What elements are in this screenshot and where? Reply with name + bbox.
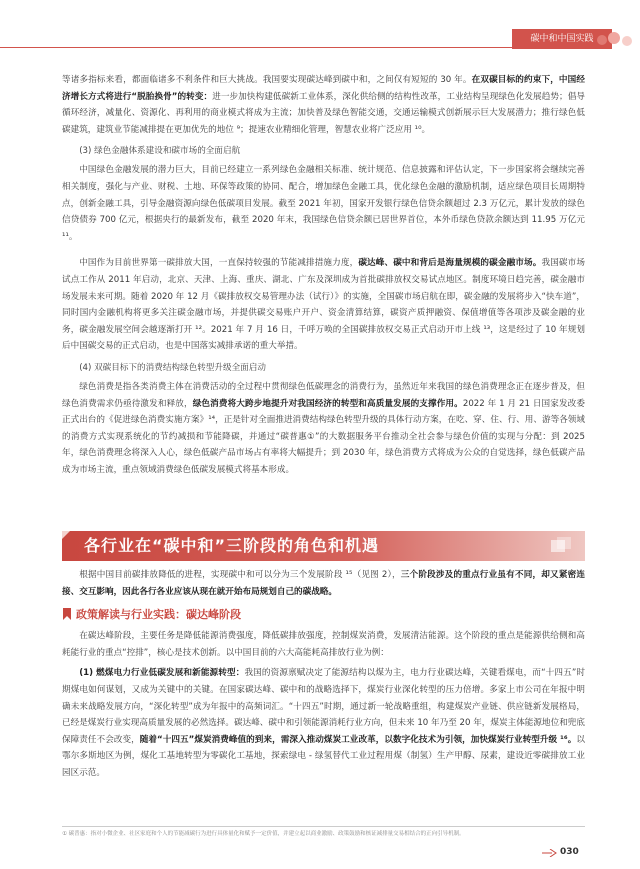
header-rule [0, 47, 512, 48]
section-heading-band [62, 531, 585, 561]
paragraph-6: 在碳达峰阶段，主要任务是降低能源消费强度，降低碳排放强度，控制煤炭消费，发展清洁能源。这个阶段的重点是能源供给侧和高耗能行业的重点“控排”，核心是技术创新。以中国目前的六大高能耗高排放行业为例： [62, 631, 585, 658]
paragraph-4: 绿色消费是指各类消费主体在消费活动的全过程中贯彻绿色低碳理念的消费行为，虽然近年来我国的绿色消费理念正在逐步普及，但绿色消费需求仍亟待激发和释放，绿色消费将大跨步地提升对我国经济的转型和高质量发展的支撑作用。2022 年 1 月 21 日国家发改委正式出台的《促进绿色消费实施方案》¹⁴，正是针对全面推进消费结构绿色转型升级的具体行动方案，在吃、穿、住、行、用、游等各领域的消费方式实现系统化的节约减损和节能降碳，并通过“碳普惠①”的大数据服务平台推动全社会参与绿色价值的实现与分配：到 2025 年，绿色消费理念将深入人心，绿色低碳产品市场占有率将大幅提升；到 2030 年，绿色消费方式将成为公众的自觉选择，绿色低碳产品成为市场主流，重点领域消费绿色低碳发展模式将基本形成。 [62, 381, 585, 475]
subheading-3: (3) 绿色金融体系建设和碳市场的全面启航 [79, 146, 241, 157]
paragraph-3: 中国作为目前世界第一碳排放大国，一直保持较强的节能减排措施力度，碳达峰、碳中和背后是海量规模的碳金融市场。我国碳市场试点工作从 2011 年启动，北京、天津、上海、重庆、湖北、广东及深圳成为首批碳排放权交易试点地区。制度环境日趋完善，碳金融市场发展未来可期。随着 2020 年 12 月《碳排放权交易管理办法（试行）》的实施，全国碳市场启航在即，碳金融的发展将步入“快车道”，同时国内金融机构将更多关注碳金融市场，并提供碳交易账户开户、资金清算结算，碳资产质押融资、保值增值等各项涉及碳金融的业务，碳金融发展空间会越逐渐打开 ¹²。2021 年 7 月 16 日，千呼万唤的全国碳排放权交易正式启动开市上线 ¹³，这是经过了 10 年规划后中国碳交易的正式启动，也是中国落实减排承诺的重大举措。 [62, 258, 585, 352]
ribbon-decoration-icon [551, 537, 571, 555]
page-number: 030 [560, 847, 579, 857]
paragraph-1: 等诸多指标来看，都面临诸多不利条件和巨大挑战。我国要实现碳达峰到碳中和，之间仅有短短的 30 年。在双碳目标的约束下，中国经济增长方式将进行“脱胎换骨”的转变：进一步加快构建低碳新工业体系，深化供给侧的结构性改革，工业结构呈现绿色化发展趋势；倡导循环经济，减量化、资源化、再利用的商业模式将成为主流；加快普及绿色智能交通，交通运输模式创新展示巨大发展潜力；推行绿色低碳建筑，建筑业节能减排提在更加优先的地位 ⁹；提速农业精细化管理，智慧农业将广泛应用 ¹⁰。 [62, 75, 585, 135]
dots-decoration-icon [594, 28, 640, 52]
subsection-heading: 政策解读与行业实践：碳达峰阶段 [62, 606, 585, 622]
section-tab: 碳中和中国实践 [512, 29, 612, 49]
footnote-rule [62, 826, 585, 827]
paragraph-7: (1) 燃煤电力行业低碳发展和新能源转型：我国的资源禀赋决定了能源结构以煤为主，电力行业碳达峰，关键看煤电，而“十四五”时期煤电如何谋划，又成为关键中的关键。在国家碳达峰、碳中和的战略选择下，煤炭行业深化转型的压力倍增。多家上市公司在年报中明确未来战略发展方向，“深化转型”成为年报中的高频词汇。“十四五”时期，通过新一轮战略重组，构建煤炭产业链、供应链新发展格局，已经是煤炭行业实现高质量发展的必然选择。碳达峰、碳中和引领能源消耗行业方向，但未来 10 年乃至 20 年，煤炭主体能源地位和兜底保障责任不会改变，随着“十四五”煤炭消费峰值的到来，需深入推动煤炭工业改革，以数字化技术为引领，加快煤炭行业转型升级 ¹⁶。以鄂尔多斯地区为例，煤化工基地转型为零碳化工基地，探索绿电 - 绿氢替代工业过程用煤（制氢）生产甲醇、尿素，建设近零碳排放工业园区示范。 [62, 668, 585, 778]
section-title: 各行业在“碳中和”三阶段的角色和机遇 [84, 536, 380, 555]
arrow-right-icon [542, 849, 558, 857]
main-text-bottom [62, 567, 585, 782]
bookmark-icon [62, 608, 72, 620]
corner-decoration [62, 531, 70, 539]
main-text-top [62, 72, 585, 478]
paragraph-2: 中国绿色金融发展的潜力巨大，目前已经建立一系列绿色金融相关标准、统计规范、信息披露和评估认定，下一步国家将会继续完善相关制度，强化与产业、财税、土地、环保等政策的协同、配合，增加绿色金融工具，优化绿色金融的激励机制，适应绿色项目长周期特点，创新金融工具，引导金融资源向绿色低碳项目发展。截至 2021 年初，国家开发银行绿色信贷余额超过 2.3 万亿元，累计发放的绿色信贷债券 700 亿元，根据央行的最新发布，截至 2020 年末，我国绿色信贷余额已居世界首位，本外币绿色贷款余额达到 11.95 万亿元 ¹¹。 [62, 165, 585, 242]
subheading-4: (4) 双碳目标下的消费结构绿色转型升级全面启动 [79, 362, 266, 373]
paragraph-5: 根据中国目前碳排放降低的进程，实现碳中和可以分为三个发展阶段 ¹⁵（见图 2），三个阶段涉及的重点行业虽有不同，却又紧密连接、交互影响，因此各行各业应该从现在就开始布局规划自己的碳战略。 [62, 570, 585, 597]
footnote: ① 碳普惠：指对小微企业、社区家庭和个人的节能减碳行为进行具体量化和赋予一定价值，并建立起以商业激励、政策鼓励和核证减排量交易相结合的正向引导机制。 [62, 831, 465, 837]
